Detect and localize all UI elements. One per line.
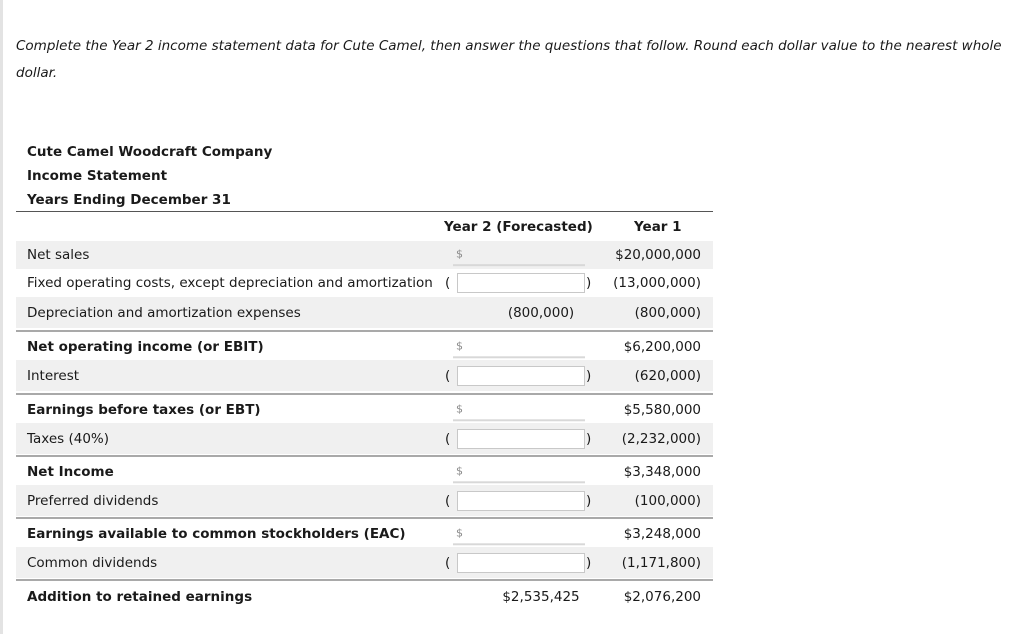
ebt-year1-value: $5,580,000	[623, 402, 701, 418]
fixed-costs-year2-input[interactable]	[457, 273, 585, 293]
eac-year1-value: $3,248,000	[623, 526, 701, 542]
dollar-sign: $	[456, 464, 463, 478]
row-taxes	[16, 423, 713, 454]
close-paren: )	[586, 492, 592, 509]
column-header-year2: Year 2 (Forecasted)	[444, 219, 593, 235]
net-sales-year2-field	[453, 245, 585, 266]
close-paren: )	[586, 554, 592, 571]
row-label: Depreciation and amortization expenses	[27, 304, 301, 321]
net-income-year1-value: $3,348,000	[623, 464, 701, 480]
net-sales-year2-input[interactable]	[467, 245, 585, 266]
retained-earnings-year1-value: $2,076,200	[623, 589, 701, 605]
row-eac	[16, 517, 713, 549]
statement-header	[27, 140, 272, 212]
open-paren: (	[445, 367, 451, 384]
open-paren: (	[445, 430, 451, 447]
depreciation-year1-value: (800,000)	[634, 304, 701, 321]
common-dividends-year2-input[interactable]	[457, 553, 585, 573]
company-name: Cute Camel Woodcraft Company	[27, 144, 273, 160]
row-ebt	[16, 393, 713, 425]
interest-year2-input[interactable]	[457, 366, 585, 386]
row-label: Interest	[27, 367, 80, 384]
row-label: Net sales	[27, 247, 90, 263]
dollar-sign: $	[456, 339, 463, 353]
interest-year1-value: (620,000)	[634, 367, 701, 384]
row-label: Fixed operating costs, except depreciation and amortization	[27, 275, 433, 291]
row-net-sales	[16, 241, 713, 269]
ebt-year2-input[interactable]	[467, 400, 585, 421]
statement-period: Years Ending December 31	[27, 192, 231, 208]
taxes-year1-value: (2,232,000)	[621, 430, 701, 447]
row-label: Net operating income (or EBIT)	[27, 339, 264, 355]
header-divider	[16, 211, 713, 212]
left-border	[0, 0, 3, 634]
row-label: Addition to retained earnings	[27, 589, 253, 605]
instructions-text: Complete the Year 2 income statement data for Cute Camel, then answer the questions that follow. Round each dollar value to the nearest whole dollar.	[16, 38, 1002, 81]
open-paren: (	[445, 554, 451, 571]
close-paren: )	[586, 367, 592, 384]
open-paren: (	[445, 492, 451, 509]
row-preferred-dividends	[16, 485, 713, 516]
dollar-sign: $	[456, 526, 463, 540]
ebit-year2-field	[453, 337, 585, 358]
ebit-year2-input[interactable]	[467, 337, 585, 358]
column-header-year1: Year 1	[634, 219, 682, 235]
taxes-year2-input[interactable]	[457, 429, 585, 449]
net-income-year2-field	[453, 462, 585, 483]
row-label: Earnings available to common stockholders (EAC)	[27, 526, 406, 542]
close-paren: )	[586, 275, 592, 291]
dollar-sign: $	[456, 247, 463, 261]
row-common-dividends	[16, 547, 713, 578]
row-label: Earnings before taxes (or EBT)	[27, 402, 261, 418]
eac-year2-input[interactable]	[467, 524, 585, 545]
preferred-dividends-year2-input[interactable]	[457, 491, 585, 511]
row-interest	[16, 360, 713, 391]
eac-year2-field	[453, 524, 585, 545]
dollar-sign: $	[456, 402, 463, 416]
row-addition-retained-earnings	[16, 579, 713, 613]
row-fixed-operating-costs	[16, 269, 713, 297]
row-label: Taxes (40%)	[27, 430, 110, 447]
common-dividends-year1-value: (1,171,800)	[621, 554, 701, 571]
preferred-dividends-year1-value: (100,000)	[634, 492, 701, 509]
open-paren: (	[445, 275, 451, 291]
statement-title: Income Statement	[27, 168, 168, 184]
row-label: Net Income	[27, 464, 114, 480]
net-sales-year1-value: $20,000,000	[615, 247, 701, 263]
depreciation-year2-value: (800,000)	[507, 304, 575, 321]
net-income-year2-input[interactable]	[467, 462, 585, 483]
close-paren: )	[586, 430, 592, 447]
row-depreciation	[16, 297, 713, 328]
row-label: Preferred dividends	[27, 492, 159, 509]
row-ebit	[16, 330, 713, 362]
ebt-year2-field	[453, 400, 585, 421]
row-label: Common dividends	[27, 554, 158, 571]
fixed-costs-year1-value: (13,000,000)	[613, 275, 701, 291]
ebit-year1-value: $6,200,000	[623, 339, 701, 355]
retained-earnings-year2-value: $2,535,425	[502, 589, 580, 605]
row-net-income	[16, 455, 713, 487]
